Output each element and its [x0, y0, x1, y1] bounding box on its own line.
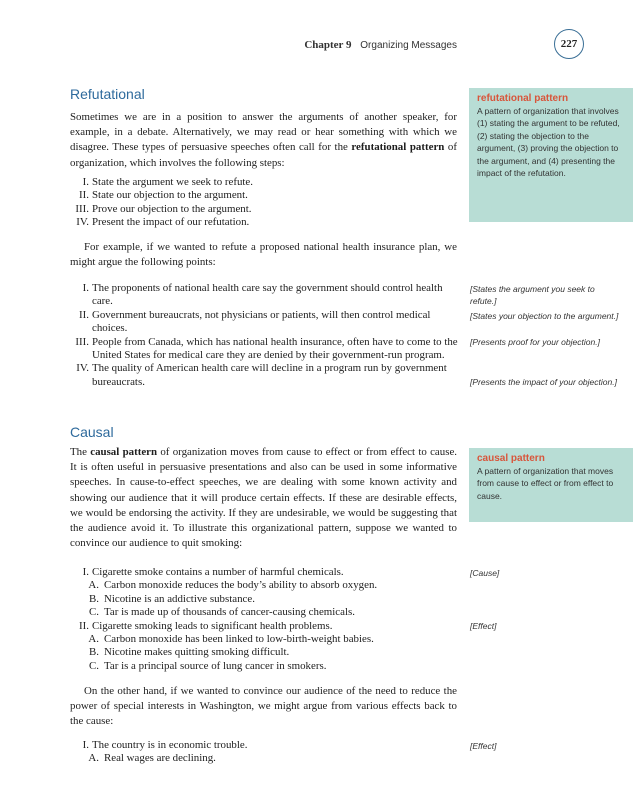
item-text: Carbon monoxide has been linked to low-birth-weight babies. — [104, 633, 374, 646]
margin-note: [States the argument you seek to refute.] — [470, 284, 595, 306]
item-number: B. — [89, 592, 99, 605]
chapter-label: Chapter 9 — [304, 39, 352, 51]
item-text: Tar is made up of thousands of cancer-causing chemicals. — [104, 606, 355, 619]
outline-subitem — [70, 606, 462, 619]
item-number: B. — [89, 646, 99, 659]
sidebar-definition-refutational — [469, 88, 633, 222]
item-number: A. — [88, 579, 99, 592]
item-number: III. — [75, 202, 89, 215]
list-item — [70, 362, 462, 389]
outline-sublist — [70, 752, 462, 765]
list-item — [70, 282, 462, 309]
outline-subitem — [70, 633, 462, 646]
sidebar-definition: A pattern of organization that involves (1) stating the argument to be refuted, (2) stating the objection to the argument, (3) proving the objection to the argument, and (4) presenting the impact of the refutation. — [477, 106, 620, 179]
item-number: IV. — [76, 362, 89, 375]
item-number: II. — [79, 308, 89, 321]
outline-subitem — [70, 646, 462, 659]
sidebar-term: refutational pattern — [477, 93, 569, 104]
sidebar-definition: A pattern of organization that moves from cause to effect or from effect to cause. — [477, 466, 614, 501]
key-term: refutational pattern — [351, 141, 445, 154]
refutational-steps-list — [70, 176, 462, 230]
list-item — [70, 336, 462, 363]
list-item — [70, 189, 462, 202]
key-term: causal pattern — [90, 446, 158, 458]
item-number: II. — [79, 619, 89, 632]
item-text: State the argument we seek to refute. — [92, 176, 253, 188]
item-text: Prove our objection to the argument. — [92, 202, 252, 215]
section-heading-causal: Causal — [70, 424, 114, 440]
list-item — [70, 176, 462, 189]
item-number: II. — [79, 189, 89, 202]
causal-second-example-paragraph: On the other hand, if we wanted to convince our audience of the need to reduce the power of special interests in Washington, we might argue from various effects back to the cause: — [70, 685, 457, 728]
margin-note: [Effect] — [470, 741, 497, 751]
sidebar-definition-causal — [469, 448, 633, 522]
outline-item — [70, 620, 462, 633]
item-number: I. — [82, 739, 89, 751]
causal-outline — [70, 566, 462, 673]
outline-subitem — [70, 660, 462, 673]
outline-item — [70, 739, 462, 752]
item-text: Cigarette smoke contains a number of harmful chemicals. — [92, 566, 344, 578]
item-text: The country is in economic trouble. — [92, 739, 248, 751]
margin-note: [States your objection to the argument.] — [470, 311, 619, 321]
item-text: Real wages are declining. — [104, 752, 216, 765]
outline-sublist — [70, 633, 462, 673]
intro-text: of organization, which involves the following steps: — [70, 141, 457, 169]
refutational-points-list — [70, 282, 462, 389]
section-heading-refutational: Refutational — [70, 86, 145, 102]
margin-note: [Effect] — [470, 621, 497, 631]
item-number: IV. — [76, 216, 89, 229]
outline-subitem — [70, 579, 462, 592]
item-text: Nicotine makes quitting smoking difficult. — [104, 646, 290, 659]
intro-text: The — [70, 446, 91, 458]
margin-note: [Presents the impact of your objection.] — [470, 377, 617, 387]
margin-note: [Cause] — [470, 568, 500, 578]
chapter-title: Organizing Messages — [360, 40, 457, 51]
outline-sublist — [70, 579, 462, 619]
item-number: C. — [89, 606, 99, 619]
item-number: A. — [88, 752, 99, 765]
list-item — [70, 203, 462, 216]
page-number: 227 — [554, 29, 584, 59]
refutational-intro-paragraph — [70, 110, 457, 171]
list-item — [70, 216, 462, 229]
outline-subitem — [70, 752, 462, 765]
margin-note: [Presents proof for your objection.] — [470, 337, 600, 347]
intro-text: Sometimes we are in a position to answer the arguments of another speaker, for example, in a debate. Alternatively, we may read or hear something with which we disagree. These types of persuasive speeches often call for the — [70, 111, 457, 154]
refutational-example-paragraph: For example, if we wanted to refute a proposed national health insurance plan, we might argue the following points: — [70, 241, 457, 269]
item-text: State our objection to the argument. — [92, 189, 248, 202]
item-text: Tar is a principal source of lung cancer in smokers. — [104, 659, 327, 672]
item-text: Cigarette smoking leads to significant health problems. — [92, 619, 333, 632]
item-number: I. — [82, 566, 89, 578]
item-text: The proponents of national health care say the government should control health care. — [92, 282, 443, 308]
item-number: A. — [88, 633, 99, 646]
item-text: Nicotine is an addictive substance. — [104, 592, 255, 605]
item-number: C. — [89, 659, 99, 672]
item-text: People from Canada, which has national health insurance, often have to come to the United States for medical care they are denied by their government-run program. — [92, 335, 458, 362]
intro-text: of organization moves from cause to effect or from effect to cause. It is often useful in persuasive presentations and also can be used in some informative speeches. In cause-to-effect speeches, we are dealing with some known activity and showing our audience that it will produce certain effects. If these are desirable effects, we would be endorsing the activity. If they are undesirable, we would be suggesting that the audience avoid it. To illustrate this organizational pattern, suppose we wanted to convince our audience to quit smoking: — [70, 446, 457, 550]
outline-subitem — [70, 593, 462, 606]
sidebar-term: causal pattern — [477, 453, 545, 464]
item-number: III. — [75, 335, 89, 348]
item-text: Government bureaucrats, not physicians or patients, will then control medical choices. — [92, 308, 431, 335]
item-text: Present the impact of our refutation. — [92, 216, 250, 229]
outline-item — [70, 566, 462, 579]
list-item — [70, 309, 462, 336]
item-text: The quality of American health care will decline in a program run by government bureaucrats. — [92, 362, 447, 388]
causal-intro-paragraph — [70, 445, 457, 551]
running-header — [0, 39, 457, 51]
causal-outline-2 — [70, 739, 462, 766]
item-number: I. — [82, 282, 89, 294]
item-text: Carbon monoxide reduces the body’s ability to absorb oxygen. — [104, 579, 378, 592]
item-number: I. — [82, 176, 89, 188]
